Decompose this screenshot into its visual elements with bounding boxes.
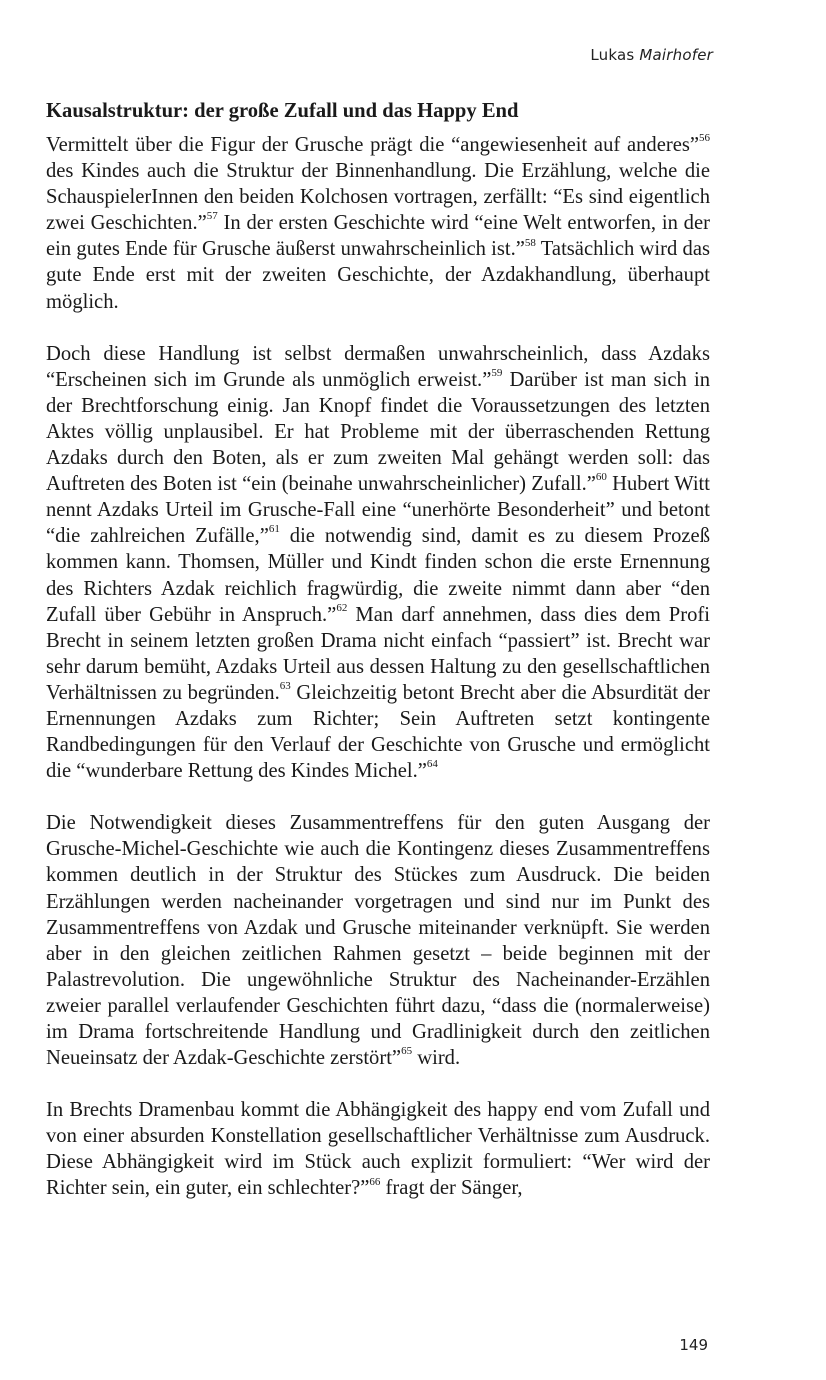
text-run: Man darf annehmen, dass dies dem Profi Brecht in seinem letzten großen Drama nicht einfach “passiert” ist. Brecht war sehr darum bemüht, Azdaks Urteil aus dessen Haltung zu den gesellschaftlichen Verhältnissen zu begründen. xyxy=(46,603,710,704)
text-run: Die Notwendigkeit dieses Zusammentreffens für den guten Ausgang der Grusche-Michel-Geschichte wie auch die Kontingenz dieses Zusammentreffens kommen deutlich in der Struktur des Stückes zum Ausdruck. Die beiden Erzählungen werden nacheinander vorgetragen und sind nur im Punkt des Zusammentreffens von Azdak und Grusche miteinander verknüpft. Sie werden aber in den gleichen zeitlichen Rahmen gesetzt – beide beginnen mit der Palastrevolution. Die ungewöhnliche Struktur des Nacheinander-Erzählen zweier parallel verlaufender Geschichten führt dazu, “dass die (normalerweise) im Drama fortschreitende Handlung und Gradlinigkeit durch den zeitlichen Neueinsatz der Azdak-Geschichte zerstört” xyxy=(46,812,710,1070)
text-run: Darüber ist man sich in der Brechtforschung einig. Jan Knopf findet die Voraussetzungen des letzten Aktes völlig unplausibel. Er hat Probleme mit der überraschenden Rettung Azdaks durch den Boten, als er zum zweiten Mal gehängt werden soll: das Auftreten des Boten ist “ein (beinahe unwahrscheinlicher) Zufall.” xyxy=(46,368,711,496)
running-head xyxy=(590,46,713,64)
text-run: Hubert Witt nennt Azdaks Urteil im Grusche-Fall eine “unerhörte Besonderheit” und betont “die zahlreichen Zufälle,” xyxy=(46,473,711,548)
paragraph xyxy=(46,132,710,315)
text-run: Gleichzeitig betont Brecht aber die Absurdität der Ernennungen Azdaks zum Richter; Sein Auftreten setzt kontingente Randbedingungen für den Verlauf der Geschichte von Grusche und ermöglicht die “wunderbare Rettung des Kindes Michel.” xyxy=(46,681,710,783)
footnote-ref[interactable]: 62 xyxy=(336,601,348,614)
footnote-ref[interactable]: 64 xyxy=(426,758,438,771)
text-run: Vermittelt über die Figur der Grusche prägt die “angewiesenheit auf anderes” xyxy=(46,134,699,156)
text-run: In Brechts Dramenbau kommt die Abhängigkeit des happy end vom Zufall und von einer absurden Konstellation gesellschaftlicher Verhältnisse zum Ausdruck. Diese Abhängigkeit wird im Stück auch explizit formuliert: “Wer wird der Richter sein, ein guter, ein schlechter?” xyxy=(46,1099,710,1200)
paragraph xyxy=(46,810,710,1071)
footnote-ref[interactable]: 59 xyxy=(491,366,503,379)
text-run: wird. xyxy=(412,1047,461,1070)
footnote-ref[interactable]: 57 xyxy=(206,210,218,223)
paragraph xyxy=(46,341,710,785)
footnote-ref[interactable]: 60 xyxy=(595,471,607,484)
text-run: fragt der Sänger, xyxy=(380,1177,523,1200)
text-run: Doch diese Handlung ist selbst dermaßen unwahrscheinlich, dass Azdaks “Erscheinen sich im Grunde als unmöglich erweist.” xyxy=(46,342,710,391)
footnote-ref[interactable]: 58 xyxy=(524,236,536,249)
footnote-ref[interactable]: 61 xyxy=(268,523,280,536)
author-last-name: Mairhofer xyxy=(639,46,713,64)
footnote-ref[interactable]: 66 xyxy=(369,1175,381,1188)
paragraph xyxy=(46,1097,710,1201)
text-run: des Kindes auch die Struktur der Binnenhandlung. Die Erzählung, welche die SchauspielerInnen den beiden Kolchosen vortragen, zerfällt: “Es sind eigentlich zwei Geschichten.” xyxy=(46,160,710,235)
footnote-ref[interactable]: 56 xyxy=(699,132,710,145)
text-run: die notwendig sind, damit es zu diesem Prozeß kommen kann. Thomsen, Müller und Kindt finden schon die erste Ernennung des Richters Azdak reichlich fragwürdig, die zweite nimmt dann aber “den Zufall über Gebühr in Anspruch.” xyxy=(46,525,710,626)
section-heading: Kausalstruktur: der große Zufall und das Happy End xyxy=(46,100,519,122)
main-text xyxy=(46,98,710,1202)
text-run: Tatsächlich wird das gute Ende erst mit der zweiten Geschichte, der Azdakhandlung, überhaupt möglich. xyxy=(46,238,710,313)
author-first-name: Lukas xyxy=(590,46,635,64)
footnote-ref[interactable]: 65 xyxy=(401,1045,413,1058)
text-run: In der ersten Geschichte wird “eine Welt entworfen, in der ein gutes Ende für Grusche äußerst unwahrscheinlich ist.” xyxy=(46,212,710,261)
footnote-ref[interactable]: 63 xyxy=(279,680,291,693)
page-number: 149 xyxy=(679,1336,708,1354)
